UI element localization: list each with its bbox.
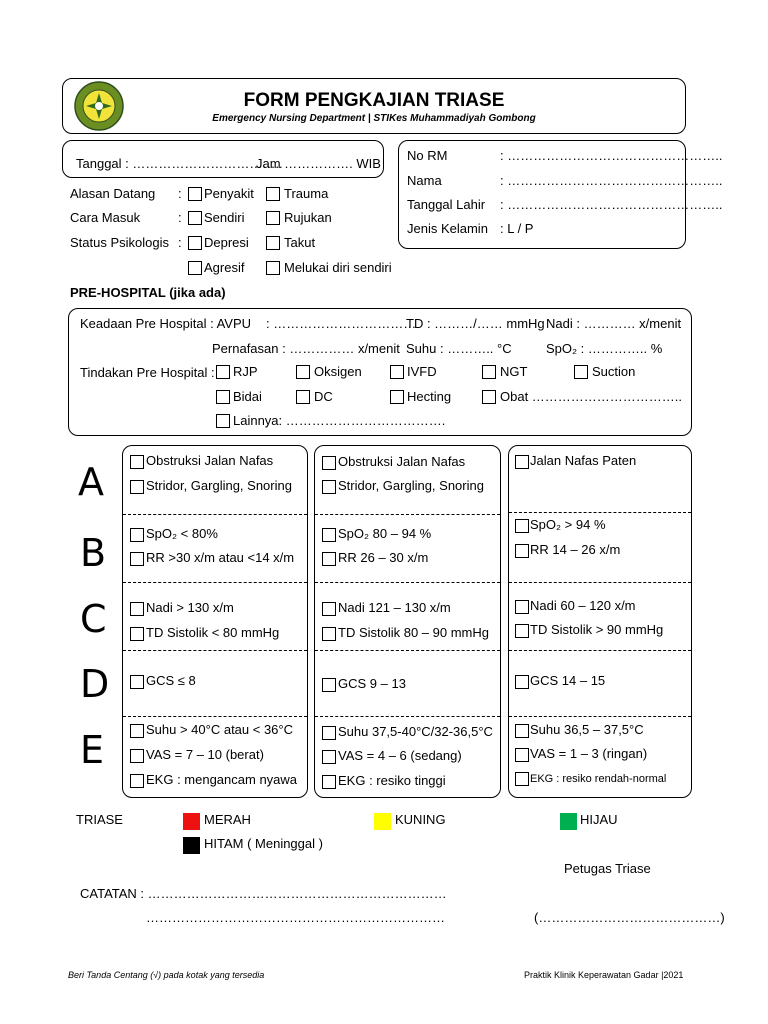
avpu-field[interactable]: : …………………………… — [266, 316, 417, 331]
penyakit-checkbox[interactable] — [188, 187, 202, 201]
td-field[interactable]: TD : ………/…… mmHg — [406, 316, 545, 331]
ngt-checkbox[interactable] — [482, 365, 496, 379]
c3-a1-label: Jalan Nafas Paten — [530, 453, 637, 468]
c2-e1-label: Suhu 37,5-40°C/32-36,5°C — [338, 724, 493, 739]
melukai-label: Melukai diri sendiri — [284, 260, 392, 275]
c2-e3-checkbox[interactable] — [322, 775, 336, 789]
c2-d1-label: GCS 9 – 13 — [338, 676, 406, 691]
trauma-checkbox[interactable] — [266, 187, 280, 201]
c3-b2-label: RR 14 – 26 x/m — [530, 542, 621, 557]
c3-a1-checkbox[interactable] — [515, 455, 529, 469]
c3-e2-checkbox[interactable] — [515, 748, 529, 762]
separator — [509, 650, 691, 651]
tanggal-field[interactable]: Tanggal : …………………………….. — [76, 156, 283, 171]
suhu-field[interactable]: Suhu : ……….. °C — [406, 341, 512, 356]
c1-b2-checkbox[interactable] — [130, 552, 144, 566]
c2-c1-label: Nadi 121 – 130 x/m — [338, 600, 451, 615]
c3-b2-checkbox[interactable] — [515, 544, 529, 558]
obat-label[interactable]: Obat …………………………….. — [500, 389, 683, 404]
no-rm-field[interactable]: : ………………………………………….. — [500, 148, 723, 163]
jenis-kelamin-field[interactable]: : L / P — [500, 221, 534, 236]
hitam-swatch[interactable] — [183, 837, 200, 854]
lainnya-checkbox[interactable] — [216, 414, 230, 428]
c2-e3-label: EKG : resiko tinggi — [338, 773, 446, 788]
alasan-colon: : — [178, 186, 182, 201]
cara-colon: : — [178, 210, 182, 225]
suction-label: Suction — [592, 364, 636, 379]
c2-b2-checkbox[interactable] — [322, 552, 336, 566]
c1-b2-label: RR >30 x/m atau <14 x/m — [146, 550, 295, 565]
c3-c1-checkbox[interactable] — [515, 600, 529, 614]
takut-label: Takut — [284, 235, 316, 250]
catatan-field[interactable]: CATATAN : …………………………………………………………… — [80, 886, 447, 901]
separator — [315, 582, 500, 583]
separator — [123, 514, 307, 515]
trauma-label: Trauma — [284, 186, 329, 201]
institution-logo — [68, 80, 130, 132]
credit-text: Praktik Klinik Keperawatan Gadar |2021 — [524, 970, 684, 980]
c3-e3-label: EKG : resiko rendah-normal — [530, 773, 667, 785]
hecting-label: Hecting — [407, 389, 452, 404]
rjp-checkbox[interactable] — [216, 365, 230, 379]
c2-c2-label: TD Sistolik 80 – 90 mmHg — [338, 625, 489, 640]
c1-d1-checkbox[interactable] — [130, 675, 144, 689]
c2-a1-checkbox[interactable] — [322, 456, 336, 470]
bidai-label: Bidai — [233, 389, 262, 404]
nama-field[interactable]: : ………………………………………….. — [500, 173, 723, 188]
c3-d1-checkbox[interactable] — [515, 675, 529, 689]
ngt-label: NGT — [500, 364, 528, 379]
c1-a1-label: Obstruksi Jalan Nafas — [146, 453, 274, 468]
obat-checkbox[interactable] — [482, 390, 496, 404]
hijau-label: HIJAU — [580, 812, 618, 827]
c2-a2-checkbox[interactable] — [322, 480, 336, 494]
suction-checkbox[interactable] — [574, 365, 588, 379]
c2-e2-checkbox[interactable] — [322, 750, 336, 764]
nama-label: Nama — [407, 173, 442, 188]
letter-a: A — [78, 460, 104, 504]
c1-c1-checkbox[interactable] — [130, 602, 144, 616]
c2-c1-checkbox[interactable] — [322, 602, 336, 616]
takut-checkbox[interactable] — [266, 236, 280, 250]
separator — [509, 582, 691, 583]
c1-b1-label: SpO₂ < 80% — [146, 526, 218, 541]
hijau-swatch[interactable] — [560, 813, 577, 830]
c1-a1-checkbox[interactable] — [130, 455, 144, 469]
bidai-checkbox[interactable] — [216, 390, 230, 404]
rujukan-checkbox[interactable] — [266, 211, 280, 225]
instruction-note: Beri Tanda Centang (√) pada kotak yang tersedia — [68, 970, 265, 980]
separator — [509, 716, 691, 717]
petugas-label: Petugas Triase — [564, 861, 651, 876]
merah-swatch[interactable] — [183, 813, 200, 830]
sendiri-checkbox[interactable] — [188, 211, 202, 225]
c3-b1-checkbox[interactable] — [515, 519, 529, 533]
oksigen-label: Oksigen — [314, 364, 362, 379]
c1-e2-checkbox[interactable] — [130, 749, 144, 763]
column-kuning — [314, 445, 501, 798]
pernafasan-field[interactable]: Pernafasan : …………… x/menit — [212, 341, 400, 356]
c1-e1-checkbox[interactable] — [130, 724, 144, 738]
rjp-label: RJP — [233, 364, 258, 379]
oksigen-checkbox[interactable] — [296, 365, 310, 379]
psiko-colon: : — [178, 235, 182, 250]
dc-label: DC — [314, 389, 333, 404]
c3-c2-checkbox[interactable] — [515, 624, 529, 638]
letter-b: B — [80, 531, 107, 575]
c2-b1-label: SpO₂ 80 – 94 % — [338, 526, 432, 541]
c1-e3-checkbox[interactable] — [130, 774, 144, 788]
separator — [509, 512, 691, 513]
agresif-label: Agresif — [204, 260, 245, 275]
letter-e: E — [80, 728, 105, 772]
prehospital-heading: PRE-HOSPITAL (jika ada) — [70, 285, 226, 300]
separator — [123, 650, 307, 651]
alasan-label: Alasan Datang — [70, 186, 156, 201]
kuning-label: KUNING — [395, 812, 446, 827]
c1-e1-label: Suhu > 40°C atau < 36°C — [146, 722, 293, 737]
c2-e1-checkbox[interactable] — [322, 726, 336, 740]
c2-e2-label: VAS = 4 – 6 (sedang) — [338, 748, 462, 763]
no-rm-label: No RM — [407, 148, 448, 163]
c2-b1-checkbox[interactable] — [322, 528, 336, 542]
tgl-lahir-field[interactable]: : ………………………………………….. — [500, 197, 723, 212]
c3-b1-label: SpO₂ > 94 % — [530, 517, 606, 532]
melukai-checkbox[interactable] — [266, 261, 280, 275]
merah-label: MERAH — [204, 812, 251, 827]
kuning-swatch[interactable] — [374, 813, 391, 830]
depresi-label: Depresi — [204, 235, 249, 250]
c3-e3-checkbox[interactable] — [515, 772, 529, 786]
nadi-field[interactable]: Nadi : ………… x/menit — [546, 316, 682, 331]
c3-c1-label: Nadi 60 – 120 x/m — [530, 598, 636, 613]
separator — [315, 514, 500, 515]
catatan-field-line2[interactable]: …………………………………………………………… — [146, 910, 445, 925]
signature-field[interactable]: (……………………………………) — [534, 910, 725, 925]
separator — [123, 716, 307, 717]
jenis-kelamin-label: Jenis Kelamin — [407, 221, 488, 236]
form-subtitle: Emergency Nursing Department | STIKes Muhammadiyah Gombong — [212, 113, 536, 124]
psiko-label: Status Psikologis — [70, 235, 169, 250]
separator — [315, 716, 500, 717]
hecting-checkbox[interactable] — [390, 390, 404, 404]
agresif-checkbox[interactable] — [188, 261, 202, 275]
c3-e1-label: Suhu 36,5 – 37,5°C — [530, 722, 644, 737]
ivfd-checkbox[interactable] — [390, 365, 404, 379]
c1-a2-label: Stridor, Gargling, Snoring — [146, 478, 292, 493]
tindakan-label: Tindakan Pre Hospital : — [80, 365, 215, 380]
spo2-field[interactable]: SpO₂ : ………….. % — [546, 341, 663, 356]
separator — [315, 650, 500, 651]
letter-d: D — [80, 662, 110, 706]
c1-b1-checkbox[interactable] — [130, 528, 144, 542]
c1-e3-label: EKG : mengancam nyawa — [146, 772, 298, 787]
c3-c2-label: TD Sistolik > 90 mmHg — [530, 622, 664, 637]
sendiri-label: Sendiri — [204, 210, 245, 225]
separator — [123, 582, 307, 583]
form-title: FORM PENGKAJIAN TRIASE — [243, 90, 505, 111]
lainnya-label[interactable]: Lainnya: ………………………………. — [233, 413, 446, 428]
cara-label: Cara Masuk — [70, 210, 141, 225]
rujukan-label: Rujukan — [284, 210, 332, 225]
c1-c1-label: Nadi > 130 x/m — [146, 600, 234, 615]
c1-e2-label: VAS = 7 – 10 (berat) — [146, 747, 264, 762]
depresi-checkbox[interactable] — [188, 236, 202, 250]
c3-d1-label: GCS 14 – 15 — [530, 673, 606, 688]
ivfd-label: IVFD — [407, 364, 437, 379]
c1-a2-checkbox[interactable] — [130, 480, 144, 494]
triase-label: TRIASE — [76, 812, 123, 827]
penyakit-label: Penyakit — [204, 186, 254, 201]
column-merah — [122, 445, 308, 798]
tgl-lahir-label: Tanggal Lahir — [407, 197, 486, 212]
c1-c2-checkbox[interactable] — [130, 627, 144, 641]
jam-field[interactable]: Jam ……………. WIB — [256, 156, 381, 171]
c1-c2-label: TD Sistolik < 80 mmHg — [146, 625, 280, 640]
c2-a2-label: Stridor, Gargling, Snoring — [338, 478, 484, 493]
c2-d1-checkbox[interactable] — [322, 678, 336, 692]
letter-c: C — [80, 597, 107, 641]
keadaan-label: Keadaan Pre Hospital : AVPU — [80, 316, 252, 331]
dc-checkbox[interactable] — [296, 390, 310, 404]
c3-e1-checkbox[interactable] — [515, 724, 529, 738]
c2-b2-label: RR 26 – 30 x/m — [338, 550, 429, 565]
c2-c2-checkbox[interactable] — [322, 627, 336, 641]
c2-a1-label: Obstruksi Jalan Nafas — [338, 454, 466, 469]
c3-e2-label: VAS = 1 – 3 (ringan) — [530, 746, 648, 761]
c1-d1-label: GCS ≤ 8 — [146, 673, 196, 688]
hitam-label: HITAM ( Meninggal ) — [204, 836, 323, 851]
